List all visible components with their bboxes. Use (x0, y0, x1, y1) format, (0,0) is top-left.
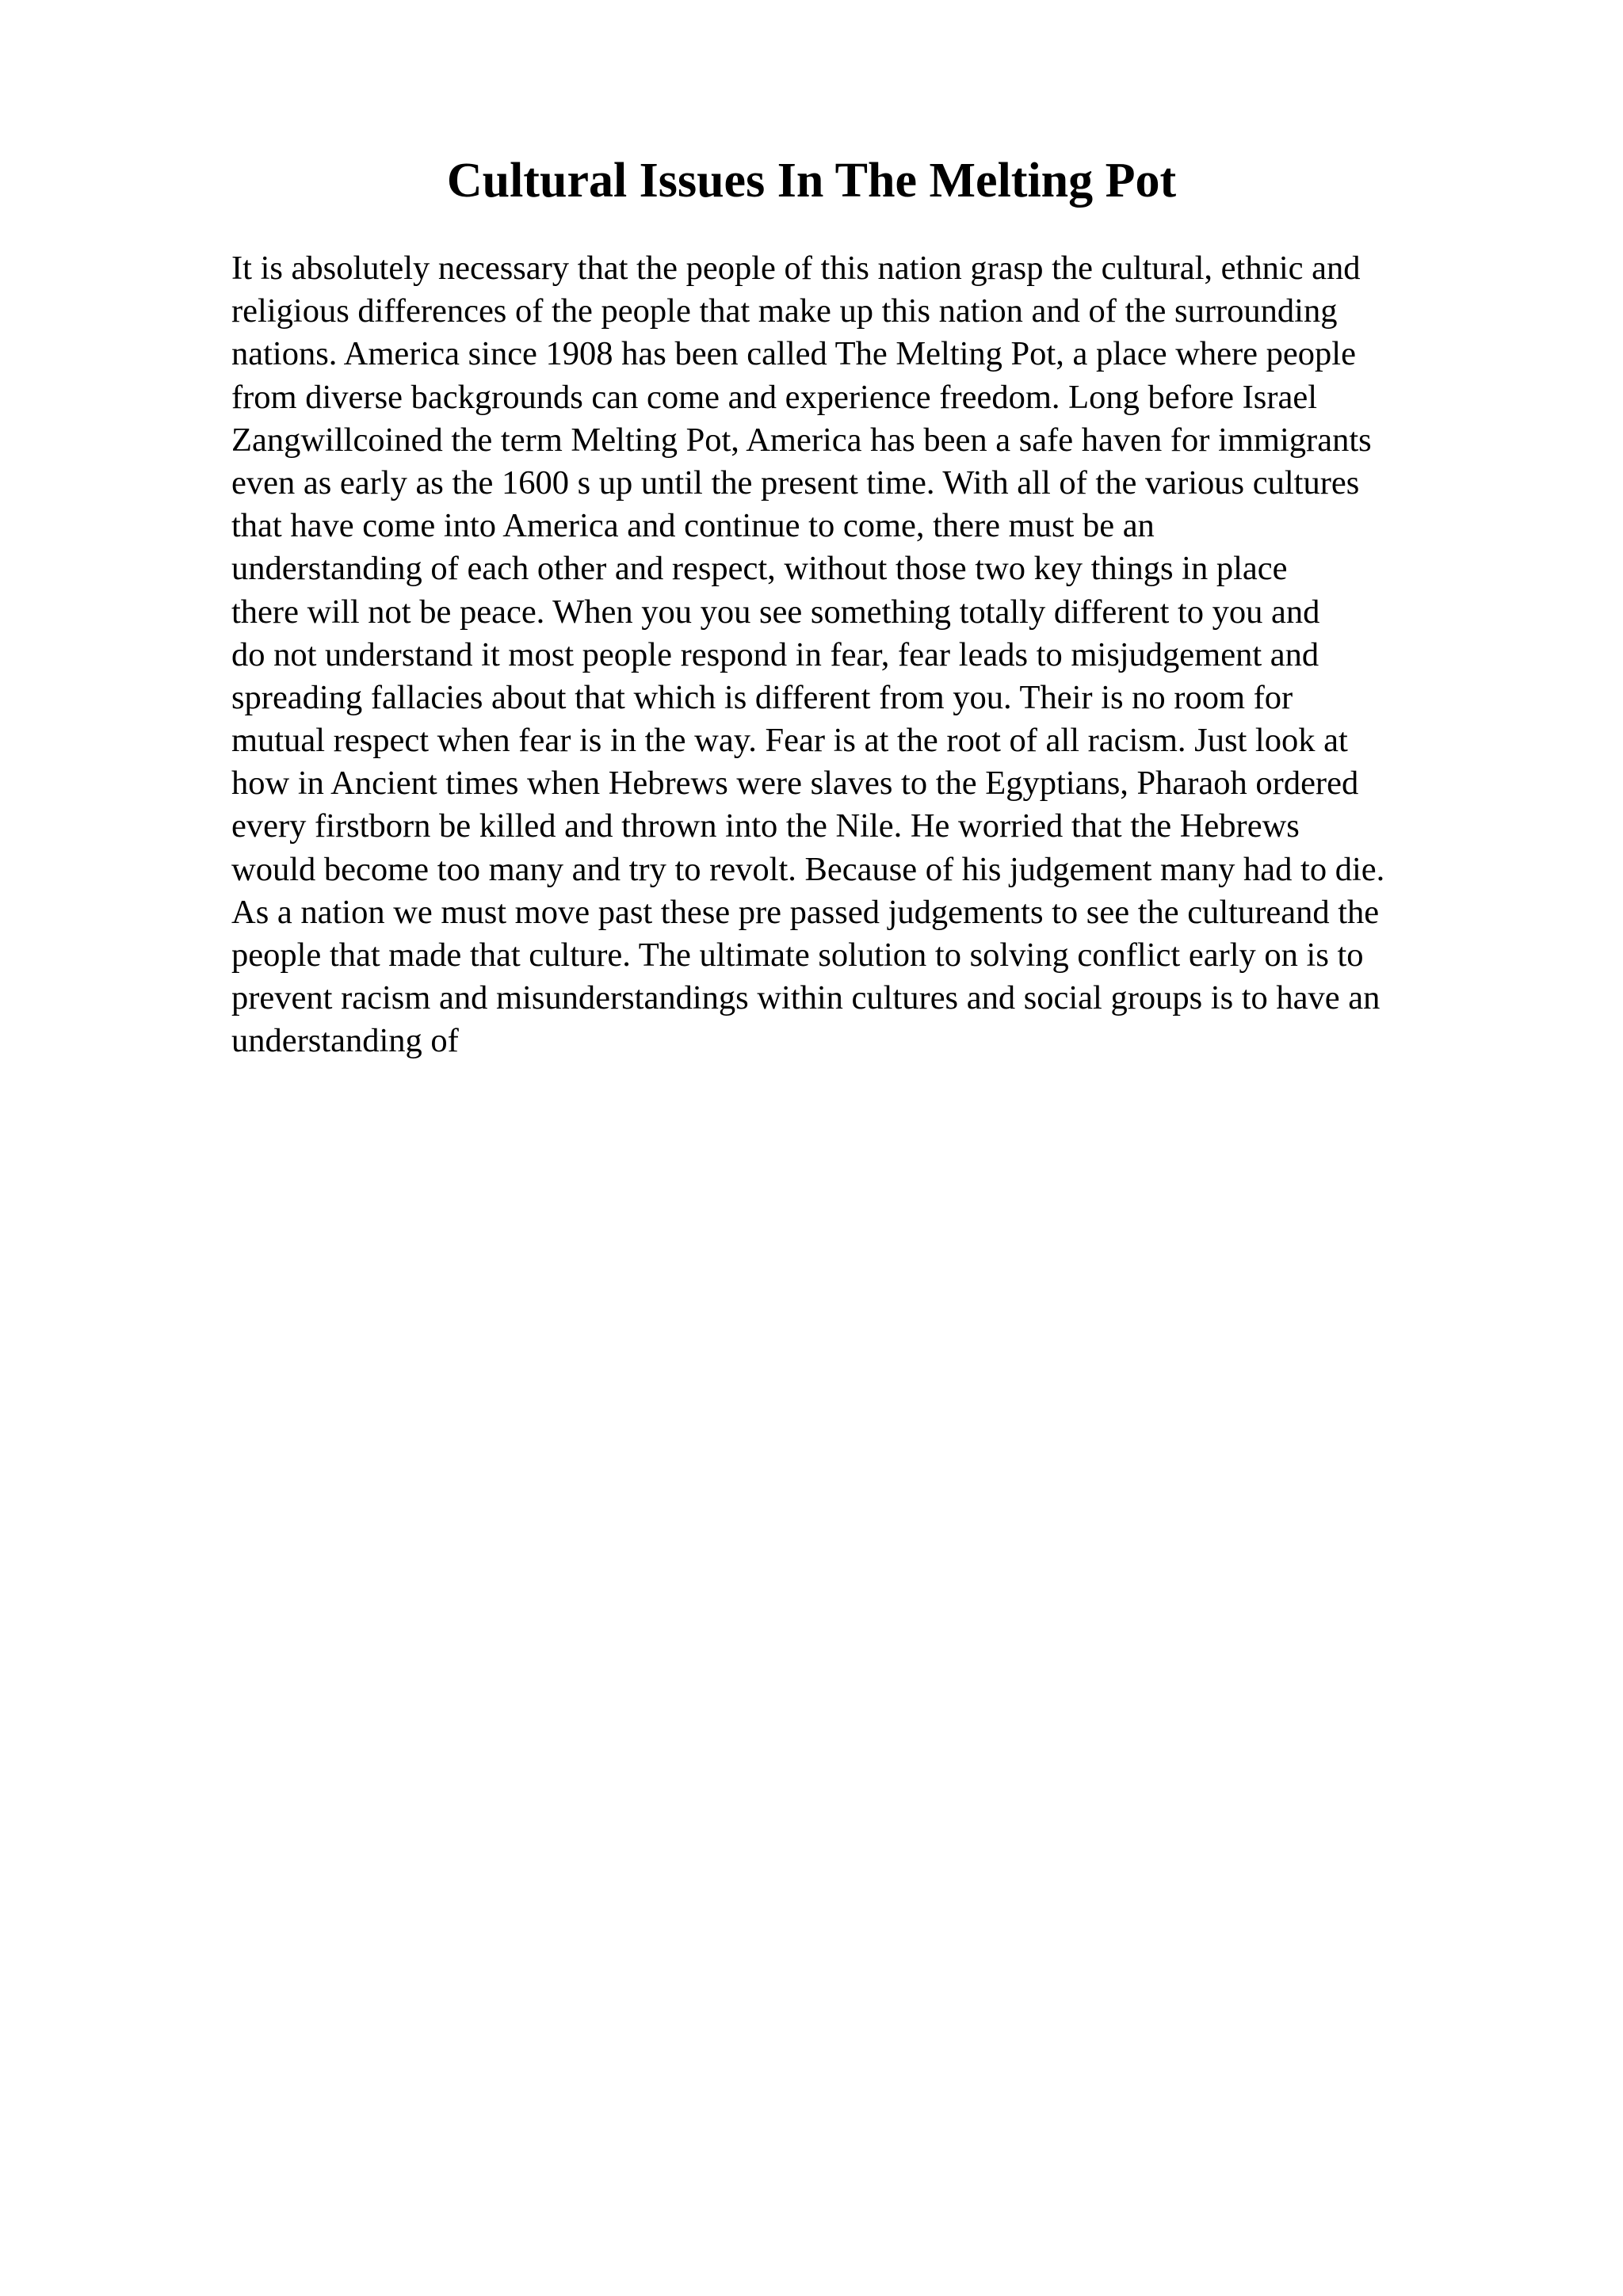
body-line: nations. America since 1908 has been called The Melting Pot, a place where people (231, 335, 1356, 373)
document-title: Cultural Issues In The Melting Pot (446, 154, 1177, 208)
body-line: do not understand it most people respond in fear, fear leads to misjudgement and (231, 635, 1319, 673)
body-line: mutual respect when fear is in the way. Fear is at the root of all racism. Just look at (231, 722, 1348, 760)
body-line: every firstborn be killed and thrown into the Nile. He worried that the Hebrews (231, 807, 1300, 845)
body-line: how in Ancient times when Hebrews were slaves to the Egyptians, Pharaoh ordered (231, 765, 1359, 803)
body-line: religious differences of the people that make up this nation and of the surrounding (231, 292, 1338, 330)
body-line: understanding of each other and respect, without those two key things in place (231, 550, 1288, 588)
body-line: understanding of (231, 1022, 459, 1060)
body-line: As a nation we must move past these pre passed judgements to see the cultureand the (231, 893, 1380, 931)
body-line: that have come into America and continue to come, there must be an (231, 507, 1155, 545)
body-line: would become too many and try to revolt. Because of his judgement many had to die. (231, 850, 1385, 888)
body-line: there will not be peace. When you you see something totally different to you and (231, 593, 1320, 631)
body-line: from diverse backgrounds can come and experience freedom. Long before Israel (231, 378, 1318, 416)
body-line: prevent racism and misunderstandings within cultures and social groups is to have an (231, 979, 1381, 1017)
body-line: Zangwillcoined the term Melting Pot, America has been a safe haven for immigrants (231, 421, 1372, 459)
body-line: It is absolutely necessary that the people of this nation grasp the cultural, ethnic and (231, 250, 1361, 287)
body-line: spreading fallacies about that which is different from you. Their is no room for (231, 678, 1293, 716)
body-line: even as early as the 1600 s up until the present time. With all of the various cultures (231, 463, 1360, 502)
body-line: people that made that culture. The ultimate solution to solving conflict early on is to (231, 936, 1364, 974)
document-body (231, 247, 1579, 1063)
